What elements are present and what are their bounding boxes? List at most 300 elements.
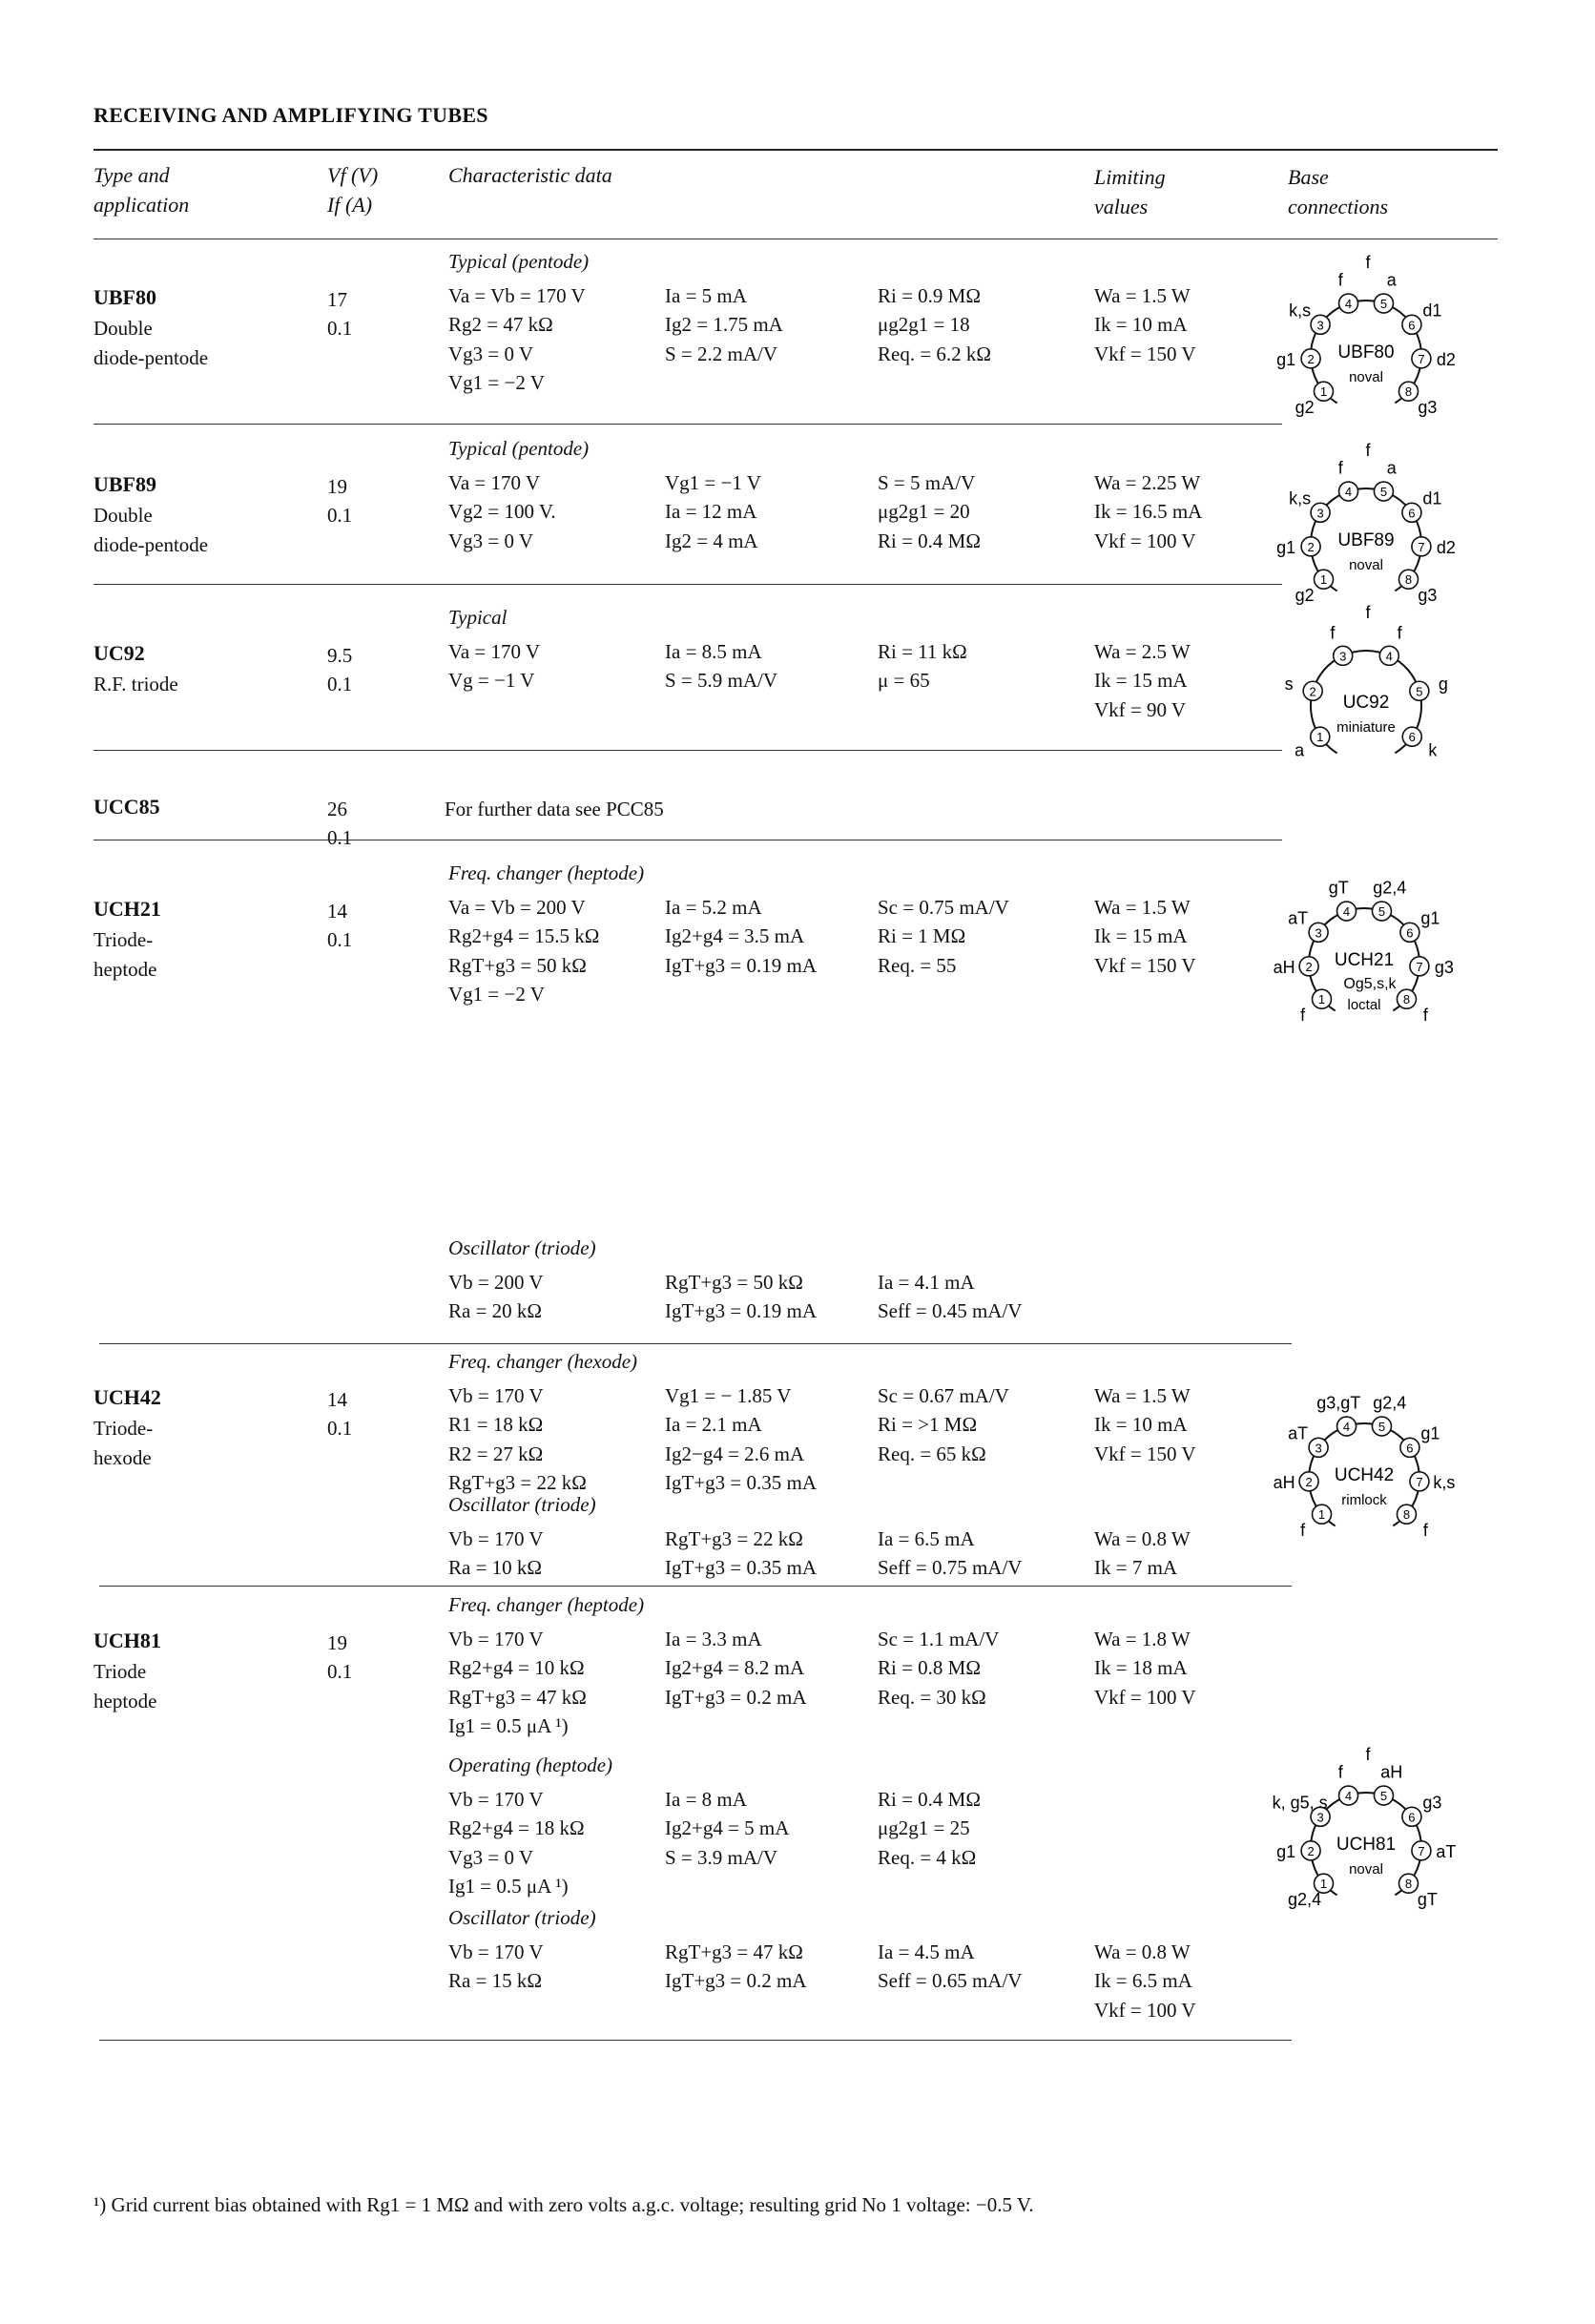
pin-label: s bbox=[1284, 674, 1294, 695]
characteristic-column bbox=[665, 893, 817, 981]
data-value: IgT+g3 = 0.19 mA bbox=[665, 953, 818, 977]
tube-type-uch81: UCH81 bbox=[93, 1628, 161, 1652]
top-cap-label: f bbox=[1365, 253, 1371, 272]
pin-label: g3 bbox=[1434, 958, 1454, 978]
tube-type-ubf89: UBF89 bbox=[93, 471, 156, 496]
pin-label: g2,4 bbox=[1288, 1889, 1322, 1909]
heater-current: 0.1 bbox=[327, 826, 353, 850]
pin-label: d2 bbox=[1436, 538, 1456, 558]
row-rule bbox=[99, 1586, 1292, 1587]
heater-voltage: 26 bbox=[327, 797, 347, 820]
data-value: Ra = 10 kΩ bbox=[448, 1556, 543, 1579]
data-value: Wa = 0.8 W bbox=[1094, 1940, 1191, 1963]
data-value: RgT+g3 = 22 kΩ bbox=[665, 1526, 803, 1550]
characteristic-column bbox=[448, 1625, 587, 1741]
data-value: Ia = 3.3 mA bbox=[665, 1627, 762, 1650]
data-value: Req. = 6.2 kΩ bbox=[878, 342, 992, 365]
limiting-values bbox=[1094, 281, 1196, 369]
heater-voltage: 9.5 bbox=[327, 643, 353, 667]
tube-application: heptode bbox=[93, 1689, 157, 1712]
base-connection-diagram-uch21 bbox=[1269, 868, 1460, 1059]
data-value: Ia = 12 mA bbox=[665, 500, 757, 523]
heater-current: 0.1 bbox=[327, 673, 353, 696]
data-value: Ia = 2.1 mA bbox=[665, 1413, 762, 1436]
section-label: Freq. changer (heptode) bbox=[448, 1593, 645, 1616]
pin-number: 5 bbox=[1378, 1420, 1386, 1435]
data-value: Wa = 2.5 W bbox=[1094, 639, 1191, 663]
data-value: Ia = 6.5 mA bbox=[878, 1526, 975, 1550]
data-value: Vg1 = −1 V bbox=[665, 470, 761, 494]
data-value: Ra = 20 kΩ bbox=[448, 1299, 543, 1322]
pin-number: 8 bbox=[1404, 384, 1413, 400]
heater-voltage: 17 bbox=[327, 287, 347, 311]
pin-number: 6 bbox=[1406, 1441, 1414, 1456]
pin-number: 1 bbox=[1319, 384, 1328, 400]
data-value: Vb = 170 V bbox=[448, 1787, 544, 1811]
limiting-values bbox=[1094, 1381, 1196, 1469]
tube-application: Double bbox=[93, 504, 153, 528]
pin-number: 1 bbox=[1319, 572, 1328, 588]
data-value: Sc = 1.1 mA/V bbox=[878, 1627, 1000, 1650]
pin-number: 6 bbox=[1408, 506, 1416, 521]
section-label: Typical (pentode) bbox=[448, 250, 590, 273]
characteristic-column bbox=[878, 281, 991, 369]
characteristic-column bbox=[878, 1525, 1022, 1583]
pin-label: aH bbox=[1273, 1473, 1295, 1493]
pin-label: g3,gT bbox=[1316, 1393, 1361, 1413]
pin-label: k,s bbox=[1433, 1473, 1456, 1493]
heater-current: 0.1 bbox=[327, 504, 353, 528]
data-value: Vkf = 150 V bbox=[1094, 342, 1196, 365]
data-value: μg2g1 = 18 bbox=[878, 313, 970, 336]
tube-application: Triode- bbox=[93, 928, 154, 952]
data-value: Sc = 0.75 mA/V bbox=[878, 895, 1009, 919]
pin-number: 4 bbox=[1344, 485, 1353, 500]
characteristic-column bbox=[448, 1785, 585, 1901]
base-center-label: Og5,s,k bbox=[1343, 976, 1397, 992]
pin-label: g2 bbox=[1295, 397, 1315, 417]
pin-label: a bbox=[1295, 740, 1305, 760]
pin-number: 3 bbox=[1315, 925, 1322, 941]
data-value: Ik = 15 mA bbox=[1094, 669, 1188, 692]
data-value: Rg2+g4 = 10 kΩ bbox=[448, 1656, 585, 1679]
pin-number: 2 bbox=[1307, 1843, 1315, 1858]
data-value: Ig2 = 1.75 mA bbox=[665, 313, 783, 336]
data-value: Ig2 = 4 mA bbox=[665, 529, 758, 552]
limiting-values bbox=[1094, 1938, 1196, 2025]
characteristic-column bbox=[878, 637, 967, 695]
data-value: Ik = 10 mA bbox=[1094, 1413, 1188, 1436]
data-value: IgT+g3 = 0.19 mA bbox=[665, 1299, 818, 1322]
pin-number: 7 bbox=[1416, 1474, 1423, 1489]
pin-number: 8 bbox=[1404, 1877, 1413, 1892]
data-value: Vb = 170 V bbox=[448, 1627, 544, 1650]
limiting-values bbox=[1094, 893, 1196, 981]
base-tube-name: UCH42 bbox=[1334, 1465, 1395, 1485]
data-value: Wa = 1.5 W bbox=[1094, 283, 1191, 307]
tube-application: Triode bbox=[93, 1660, 147, 1684]
data-value: Rg2 = 47 kΩ bbox=[448, 313, 553, 336]
pin-number: 4 bbox=[1385, 649, 1393, 664]
data-value: RgT+g3 = 50 kΩ bbox=[665, 1270, 803, 1294]
top-cap-label: f bbox=[1365, 1745, 1371, 1764]
pin-number: 4 bbox=[1342, 904, 1351, 920]
data-value: Req. = 4 kΩ bbox=[878, 1845, 977, 1869]
header-base: Base connections bbox=[1288, 165, 1389, 218]
section-label: Freq. changer (hexode) bbox=[448, 1350, 638, 1373]
tube-type-ubf80: UBF80 bbox=[93, 284, 156, 309]
data-value: R2 = 27 kΩ bbox=[448, 1442, 544, 1465]
base-connection-diagram-uch42 bbox=[1269, 1383, 1460, 1574]
data-value: Vg1 = −2 V bbox=[448, 371, 545, 394]
pin-number: 1 bbox=[1316, 730, 1324, 745]
data-value: Ri = 0.9 MΩ bbox=[878, 283, 981, 307]
data-value: Wa = 1.8 W bbox=[1094, 1627, 1191, 1650]
data-value: Ri = 1 MΩ bbox=[878, 924, 966, 947]
limiting-values bbox=[1094, 468, 1202, 556]
data-value: IgT+g3 = 0.2 mA bbox=[665, 1685, 807, 1709]
pin-number: 7 bbox=[1418, 1843, 1425, 1858]
pin-label: f bbox=[1330, 623, 1336, 643]
data-value: Va = 170 V bbox=[448, 470, 541, 494]
limiting-values bbox=[1094, 1525, 1191, 1583]
data-value: IgT+g3 = 0.2 mA bbox=[665, 1969, 807, 1992]
characteristic-column bbox=[448, 1381, 587, 1498]
characteristic-column bbox=[665, 637, 777, 695]
base-connection-diagram-uch81 bbox=[1271, 1745, 1461, 1943]
pin-number: 8 bbox=[1404, 572, 1413, 588]
data-value: Req. = 55 bbox=[878, 953, 957, 977]
base-type: noval bbox=[1349, 1861, 1383, 1878]
pin-number: 4 bbox=[1344, 1789, 1353, 1804]
data-value: Ik = 15 mA bbox=[1094, 924, 1188, 947]
pin-number: 2 bbox=[1305, 959, 1313, 974]
pin-number: 3 bbox=[1316, 506, 1324, 521]
base-type: noval bbox=[1349, 557, 1383, 573]
characteristic-column bbox=[665, 1268, 817, 1326]
data-value: Va = Vb = 170 V bbox=[448, 283, 586, 307]
base-tube-name: UBF89 bbox=[1337, 530, 1395, 550]
pin-label: f bbox=[1422, 1005, 1428, 1025]
footnote: ¹) Grid current bias obtained with Rg1 = 1 MΩ and with zero volts a.g.c. voltage; resulting grid No 1 voltage: −0.5 V. bbox=[93, 2193, 1034, 2216]
characteristic-column bbox=[665, 1525, 817, 1583]
top-cap-label: f bbox=[1365, 603, 1371, 622]
data-value: S = 5.9 mA/V bbox=[665, 669, 778, 692]
data-value: RgT+g3 = 22 kΩ bbox=[448, 1471, 587, 1494]
tube-application: diode-pentode bbox=[93, 345, 209, 369]
header-vf: Vf (V) If (A) bbox=[327, 163, 379, 217]
pin-label: aH bbox=[1273, 958, 1295, 978]
data-value: Ik = 10 mA bbox=[1094, 313, 1188, 336]
characteristic-column bbox=[448, 281, 586, 398]
characteristic-column bbox=[448, 637, 540, 695]
pin-label: aT bbox=[1288, 908, 1309, 928]
section-label: Oscillator (triode) bbox=[448, 1906, 596, 1929]
heater-voltage: 19 bbox=[327, 1630, 347, 1654]
limiting-values bbox=[1094, 637, 1191, 725]
pin-label: aT bbox=[1288, 1423, 1309, 1443]
pin-number: 7 bbox=[1418, 351, 1425, 366]
pin-label: aH bbox=[1380, 1762, 1403, 1782]
heater-voltage: 19 bbox=[327, 474, 347, 498]
pin-number: 5 bbox=[1378, 904, 1386, 920]
pin-label: k, g5, s bbox=[1272, 1793, 1328, 1813]
tube-type-ucc85: UCC85 bbox=[93, 794, 160, 819]
characteristic-column bbox=[665, 468, 761, 556]
page-title: RECEIVING AND AMPLIFYING TUBES bbox=[93, 103, 488, 127]
data-value: Vkf = 100 V bbox=[1094, 1998, 1196, 2022]
pin-number: 3 bbox=[1315, 1441, 1322, 1456]
tube-application: heptode bbox=[93, 957, 157, 981]
pin-number: 3 bbox=[1316, 1810, 1324, 1825]
base-type: loctal bbox=[1347, 997, 1381, 1013]
pin-number: 8 bbox=[1402, 1507, 1411, 1523]
pin-number: 4 bbox=[1342, 1420, 1351, 1435]
data-value: Ia = 4.1 mA bbox=[878, 1270, 975, 1294]
characteristic-column bbox=[878, 468, 981, 556]
characteristic-column bbox=[665, 1938, 807, 1996]
characteristic-column bbox=[665, 1381, 817, 1498]
data-value: Seff = 0.45 mA/V bbox=[878, 1299, 1023, 1322]
data-value: Ik = 7 mA bbox=[1094, 1556, 1178, 1579]
data-value: Ia = 8 mA bbox=[665, 1787, 747, 1811]
data-value: Wa = 0.8 W bbox=[1094, 1526, 1191, 1550]
data-value: RgT+g3 = 47 kΩ bbox=[665, 1940, 803, 1963]
row-rule bbox=[93, 584, 1282, 585]
data-value: Ig2+g4 = 5 mA bbox=[665, 1816, 790, 1839]
data-value: Wa = 2.25 W bbox=[1094, 470, 1201, 494]
pin-number: 5 bbox=[1416, 684, 1423, 699]
heater-current: 0.1 bbox=[327, 317, 353, 341]
data-value: Ig2+g4 = 3.5 mA bbox=[665, 924, 805, 947]
data-value: Ig2+g4 = 8.2 mA bbox=[665, 1656, 805, 1679]
header-characteristic: Characteristic data bbox=[448, 163, 612, 187]
heater-current: 0.1 bbox=[327, 1417, 353, 1441]
data-value: S = 3.9 mA/V bbox=[665, 1845, 778, 1869]
row-rule bbox=[99, 1343, 1292, 1344]
base-tube-name: UC92 bbox=[1342, 693, 1390, 713]
data-value: μg2g1 = 25 bbox=[878, 1816, 970, 1839]
characteristic-column bbox=[878, 1938, 1022, 1996]
heater-voltage: 14 bbox=[327, 1387, 347, 1411]
data-value: Vb = 170 V bbox=[448, 1940, 544, 1963]
pin-number: 4 bbox=[1344, 297, 1353, 312]
pin-number: 5 bbox=[1379, 1789, 1388, 1804]
characteristic-column bbox=[878, 1268, 1022, 1326]
data-value: R1 = 18 kΩ bbox=[448, 1413, 544, 1436]
tube-application: diode-pentode bbox=[93, 532, 209, 556]
pin-label: g3 bbox=[1418, 585, 1438, 605]
pin-number: 1 bbox=[1317, 992, 1326, 1007]
data-value: Vg2 = 100 V. bbox=[448, 500, 556, 523]
tube-type-uch21: UCH21 bbox=[93, 896, 161, 921]
data-value: Vg3 = 0 V bbox=[448, 1845, 534, 1869]
characteristic-column bbox=[878, 893, 1009, 981]
pin-label: f bbox=[1397, 623, 1402, 643]
row-rule bbox=[93, 750, 1282, 751]
pin-number: 2 bbox=[1307, 351, 1315, 366]
pin-number: 6 bbox=[1408, 1810, 1416, 1825]
section-label: Typical (pentode) bbox=[448, 437, 590, 460]
pin-label: aT bbox=[1436, 1842, 1457, 1862]
data-value: Ia = 8.5 mA bbox=[665, 639, 762, 663]
characteristic-column bbox=[665, 281, 783, 369]
data-value: Ri = 0.4 MΩ bbox=[878, 1787, 981, 1811]
pin-label: g bbox=[1438, 674, 1448, 695]
data-value: Ri = 11 kΩ bbox=[878, 639, 967, 663]
pin-number: 6 bbox=[1408, 318, 1416, 333]
section-label: Oscillator (triode) bbox=[448, 1493, 596, 1516]
pin-number: 7 bbox=[1416, 959, 1423, 974]
data-value: Ri = 0.8 MΩ bbox=[878, 1656, 981, 1679]
characteristic-column bbox=[448, 1268, 544, 1326]
heater-current: 0.1 bbox=[327, 928, 353, 952]
data-value: Vg3 = 0 V bbox=[448, 342, 534, 365]
row-rule bbox=[93, 424, 1282, 425]
pin-number: 6 bbox=[1406, 925, 1414, 941]
data-value: μg2g1 = 20 bbox=[878, 500, 970, 523]
pin-label: k bbox=[1428, 740, 1438, 760]
characteristic-column bbox=[665, 1785, 789, 1873]
pin-number: 3 bbox=[1316, 318, 1324, 333]
pin-label: g1 bbox=[1276, 350, 1296, 370]
pin-label: g1 bbox=[1276, 1842, 1296, 1862]
tube-application: hexode bbox=[93, 1445, 152, 1469]
characteristic-column bbox=[878, 1785, 981, 1873]
data-value: Vb = 170 V bbox=[448, 1526, 544, 1550]
base-tube-name: UCH81 bbox=[1336, 1835, 1397, 1855]
header-type: Type and application bbox=[93, 163, 190, 217]
data-value: Req. = 30 kΩ bbox=[878, 1685, 986, 1709]
data-value: Ia = 5.2 mA bbox=[665, 895, 762, 919]
pin-label: f bbox=[1422, 1520, 1428, 1540]
pin-number: 3 bbox=[1339, 649, 1347, 664]
data-value: Ra = 15 kΩ bbox=[448, 1969, 543, 1992]
pin-label: d2 bbox=[1436, 350, 1456, 370]
section-label: Oscillator (triode) bbox=[448, 1236, 596, 1259]
pin-label: f bbox=[1300, 1520, 1306, 1540]
further-data-note: For further data see PCC85 bbox=[445, 797, 664, 820]
pin-label: k,s bbox=[1289, 488, 1312, 508]
pin-label: g3 bbox=[1418, 397, 1438, 417]
pin-number: 1 bbox=[1319, 1877, 1328, 1892]
data-value: Vkf = 90 V bbox=[1094, 697, 1187, 721]
data-value: Seff = 0.75 mA/V bbox=[878, 1556, 1023, 1579]
base-connection-diagram-ubf80 bbox=[1271, 253, 1461, 451]
data-value: Vkf = 100 V bbox=[1094, 1685, 1196, 1709]
tube-application: Triode- bbox=[93, 1417, 154, 1441]
tube-type-uc92: UC92 bbox=[93, 640, 145, 665]
data-value: Ig1 = 0.5 μA ¹) bbox=[448, 1714, 569, 1737]
tube-application: Double bbox=[93, 317, 153, 341]
data-value: Rg2+g4 = 15.5 kΩ bbox=[448, 924, 600, 947]
characteristic-column bbox=[448, 1938, 544, 1996]
data-value: Rg2+g4 = 18 kΩ bbox=[448, 1816, 585, 1839]
data-value: μ = 65 bbox=[878, 669, 930, 692]
pin-label: f bbox=[1337, 458, 1343, 478]
data-value: Vb = 200 V bbox=[448, 1270, 544, 1294]
pin-label: g2,4 bbox=[1373, 878, 1407, 898]
pin-label: a bbox=[1386, 458, 1397, 478]
pin-number: 1 bbox=[1317, 1507, 1326, 1523]
pin-number: 5 bbox=[1379, 297, 1388, 312]
data-value: Req. = 65 kΩ bbox=[878, 1442, 986, 1465]
characteristic-column bbox=[448, 1525, 544, 1583]
pin-number: 2 bbox=[1305, 1474, 1313, 1489]
pin-number: 2 bbox=[1307, 539, 1315, 554]
data-value: Vg = −1 V bbox=[448, 669, 535, 692]
data-value: Ig1 = 0.5 μA ¹) bbox=[448, 1875, 569, 1898]
characteristic-column bbox=[878, 1381, 1009, 1469]
data-value: Vb = 170 V bbox=[448, 1383, 544, 1407]
data-value: Ri = 0.4 MΩ bbox=[878, 529, 981, 552]
data-value: Wa = 1.5 W bbox=[1094, 1383, 1191, 1407]
pin-label: f bbox=[1337, 270, 1343, 290]
pin-label: gT bbox=[1417, 1889, 1438, 1909]
data-value: S = 5 mA/V bbox=[878, 470, 976, 494]
tube-type-uch42: UCH42 bbox=[93, 1384, 161, 1409]
data-value: Ik = 16.5 mA bbox=[1094, 500, 1203, 523]
data-value: Vkf = 150 V bbox=[1094, 953, 1196, 977]
pin-label: k,s bbox=[1289, 301, 1312, 321]
characteristic-column bbox=[448, 468, 556, 556]
data-value: Seff = 0.65 mA/V bbox=[878, 1969, 1023, 1992]
pin-label: a bbox=[1386, 270, 1397, 290]
data-value: RgT+g3 = 47 kΩ bbox=[448, 1685, 587, 1709]
base-tube-name: UBF80 bbox=[1337, 342, 1395, 363]
base-type: rimlock bbox=[1341, 1492, 1387, 1508]
data-value: Ia = 5 mA bbox=[665, 283, 747, 307]
data-value: Ia = 4.5 mA bbox=[878, 1940, 975, 1963]
pin-label: f bbox=[1337, 1762, 1343, 1782]
section-label: Freq. changer (heptode) bbox=[448, 861, 645, 884]
data-value: Vkf = 100 V bbox=[1094, 529, 1196, 552]
pin-number: 6 bbox=[1408, 730, 1416, 745]
pin-number: 5 bbox=[1379, 485, 1388, 500]
data-value: IgT+g3 = 0.35 mA bbox=[665, 1471, 818, 1494]
base-tube-name: UCH21 bbox=[1334, 950, 1395, 970]
base-connection-diagram-uc92 bbox=[1271, 603, 1461, 801]
pin-number: 7 bbox=[1418, 539, 1425, 554]
data-value: Wa = 1.5 W bbox=[1094, 895, 1191, 919]
data-value: RgT+g3 = 50 kΩ bbox=[448, 953, 587, 977]
pin-label: d1 bbox=[1422, 301, 1442, 321]
base-type: noval bbox=[1349, 369, 1383, 385]
pin-label: d1 bbox=[1422, 488, 1442, 508]
data-value: Ig2−g4 = 2.6 mA bbox=[665, 1442, 805, 1465]
characteristic-column bbox=[665, 1625, 807, 1712]
section-label: Operating (heptode) bbox=[448, 1753, 613, 1776]
data-value: Ri = >1 MΩ bbox=[878, 1413, 978, 1436]
header-rule bbox=[93, 149, 1498, 151]
data-value: Sc = 0.67 mA/V bbox=[878, 1383, 1009, 1407]
data-value: Vg1 = −2 V bbox=[448, 983, 545, 1006]
data-value: Ik = 18 mA bbox=[1094, 1656, 1188, 1679]
pin-label: g1 bbox=[1420, 908, 1440, 928]
pin-label: f bbox=[1300, 1005, 1306, 1025]
data-value: Va = 170 V bbox=[448, 639, 541, 663]
pin-label: g3 bbox=[1422, 1793, 1442, 1813]
top-cap-label: f bbox=[1365, 441, 1371, 460]
pin-number: 2 bbox=[1309, 684, 1316, 699]
heater-current: 0.1 bbox=[327, 1660, 353, 1684]
data-value: Vg3 = 0 V bbox=[448, 529, 534, 552]
header-limiting: Limiting values bbox=[1094, 165, 1166, 218]
section-label: Typical bbox=[448, 606, 508, 629]
data-value: IgT+g3 = 0.35 mA bbox=[665, 1556, 818, 1579]
pin-number: 8 bbox=[1402, 992, 1411, 1007]
data-value: S = 2.2 mA/V bbox=[665, 342, 778, 365]
